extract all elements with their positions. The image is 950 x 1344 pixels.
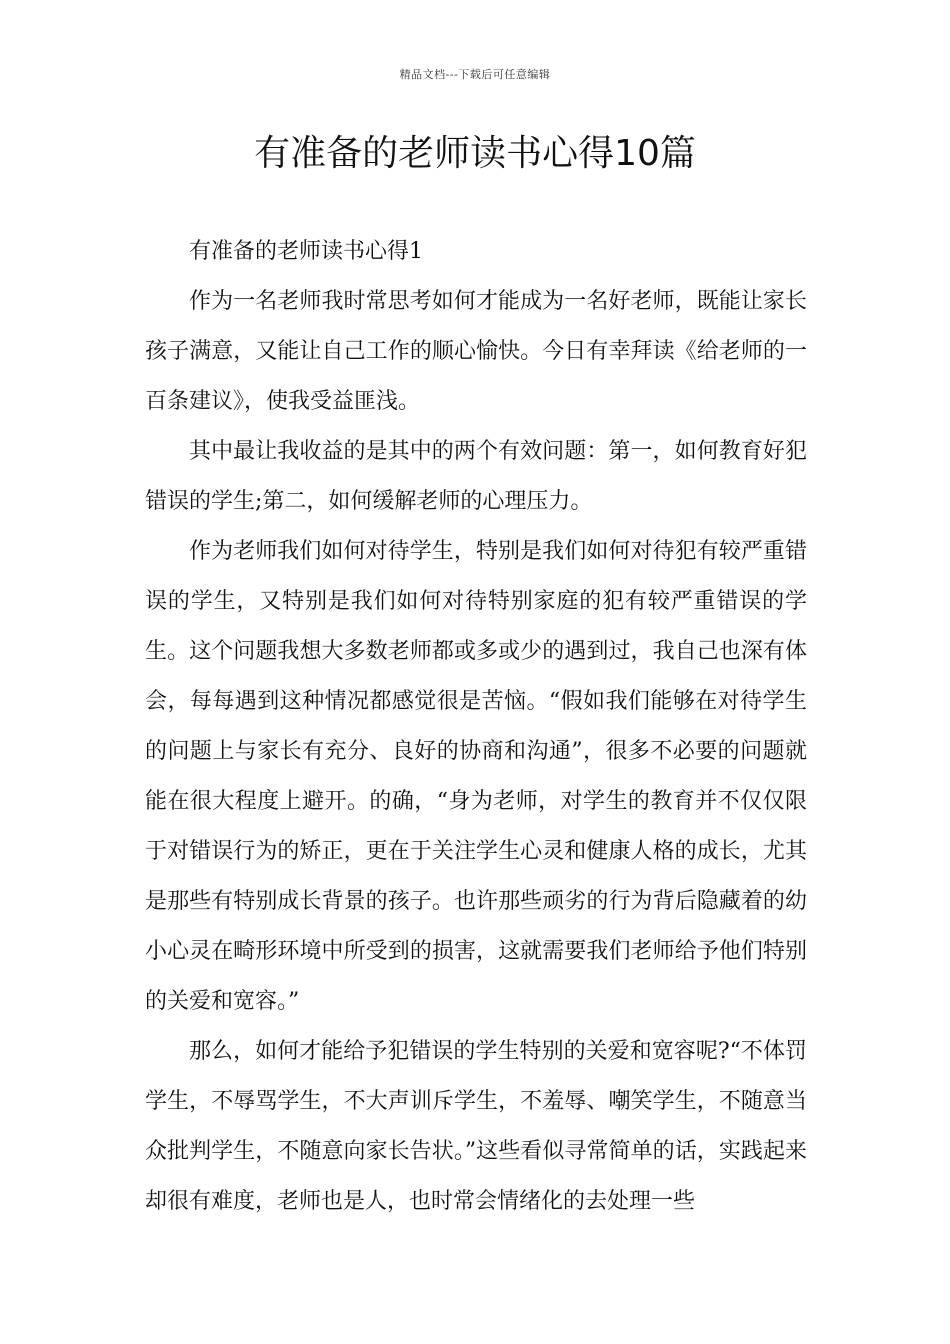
paragraph: 作为一名老师我时常思考如何才能成为一名好老师，既能让家长孩子满意，又能让自己工作的顺心愉快。今日有幸拜读《给老师的一百条建议》，使我受益匪浅。 (145, 289, 807, 414)
document-title: 有准备的老师读书心得10篇 (254, 133, 696, 174)
paragraph: 那么，如何才能给予犯错误的学生特别的关爱和宽容呢?“不体罚学生，不辱骂学生，不大声训斥学生，不羞辱、嘲笑学生，不随意当众批判学生，不随意向家长告状。”这些看似寻常简单的话，实践起来却很有难度，老师也是人，也时常会情绪化的去处理一些 (145, 1039, 807, 1214)
header-note: 精品文档---下载后可任意编辑 (399, 68, 551, 81)
document-body (145, 227, 807, 1227)
paragraph: 作为老师我们如何对待学生，特别是我们如何对待犯有较严重错误的学生，又特别是我们如何对待特别家庭的犯有较严重错误的学生。这个问题我想大多数老师都或多或少的遇到过，我自己也深有体会，每每遇到这种情况都感觉很是苦恼。“假如我们能够在对待学生的问题上与家长有充分、良好的协商和沟通”，很多不必要的问题就能在很大程度上避开。的确，“身为老师，对学生的教育并不仅仅限于对错误行为的矫正，更在于关注学生心灵和健康人格的成长，尤其是那些有特别成长背景的孩子。也许那些顽劣的行为背后隐藏着的幼小心灵在畸形环境中所受到的损害，这就需要我们老师给予他们特别的关爱和宽容。” (145, 539, 807, 1014)
section-heading: 有准备的老师读书心得1 (189, 239, 423, 264)
paragraph: 其中最让我收益的是其中的两个有效问题：第一，如何教育好犯错误的学生;第二，如何缓解老师的心理压力。 (145, 439, 807, 514)
